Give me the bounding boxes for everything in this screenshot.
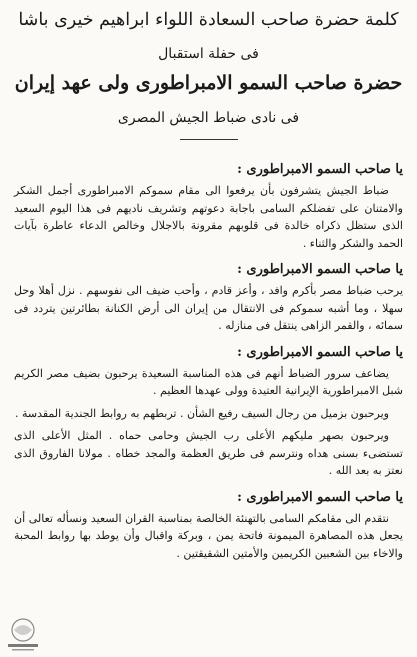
- paragraph: يضاعف سرور الضباط أنهم فى هذه المناسبة السعيدة يرحبون بضيف مصر الكريم شبل الامبراطورية الإيرانية العتيدة وولى عهدها العظيم .: [14, 366, 403, 397]
- paragraph: ويرحبون بصهر مليكهم الأعلى رب الجيش وحامى حماه . المثل الأعلى الذى تستضىء بسنى هداه ونترسم فى طريق العظمة والمجد خطاه . مولانا الفاروق الذى نعتز به بعد الله .: [14, 429, 403, 477]
- watermark-logo-icon: [4, 615, 42, 653]
- speaker-title: كلمة حضرة صاحب السعادة اللواء ابراهيم خيرى باشا: [18, 10, 399, 30]
- speech-section-3: [14, 343, 403, 480]
- paragraph: يرحب ضباط مصر بأكرم وافد ، وأعز قادم ، وأحب ضيف الى نفوسهم . نزل أهلا وحل سهلا ، وما أشبه سموكم فى الانتقال من إيران الى أرض الكنانة بطائرتين يتردد فى سمائه ، والقمر الزاهى ينتقل فى منازله .: [14, 284, 403, 332]
- salutation: يا صاحب السمو الامبراطورى :: [237, 162, 403, 177]
- salutation: يا صاحب السمو الامبراطورى :: [237, 344, 403, 360]
- speech-section-1: [14, 160, 403, 252]
- paragraph: نتقدم الى مقامكم السامى بالتهنئة الخالصة بمناسبة القران السعيد ونسأله تعالى أن يجعل هذه المصاهرة الميمونة فاتحة يمن ، وبركة واقبال وأن يوطد بها روابط المحبة والاخاء بين الشعبين الكريمين والأمتين الشقيقتين .: [14, 511, 403, 560]
- header-divider: [180, 139, 238, 140]
- salutation: يا صاحب السمو الامبراطورى :: [237, 489, 403, 505]
- speech-section-4: [14, 488, 403, 563]
- paragraph: ضباط الجيش يتشرفون بأن يرفعوا الى مقام سموكم الامبراطورى أجمل الشكر والامتنان على تفضلكم السامى باجابة دعوتهم وتشريف ناديهم فى هذا اليوم السعيد الذى ستظل ذكراه خالدة فى قلوبهم مقرونة بالاجلال وخالص الدعاء عاطرة بآيات الحمد والشكر والثناء .: [14, 184, 403, 250]
- paragraph: ويرحبون بزميل من رجال السيف رفيع الشأن . تربطهم به روابط الجندية المقدسة .: [14, 406, 389, 420]
- salutation: يا صاحب السمو الامبراطورى :: [237, 262, 403, 277]
- occasion-line: فى حفلة استقبال: [158, 46, 259, 62]
- guest-title: حضرة صاحب السمو الامبراطورى ولى عهد إيران: [14, 72, 403, 94]
- speech-section-2: [14, 260, 403, 335]
- venue-line: فى نادى ضباط الجيش المصرى: [117, 110, 300, 126]
